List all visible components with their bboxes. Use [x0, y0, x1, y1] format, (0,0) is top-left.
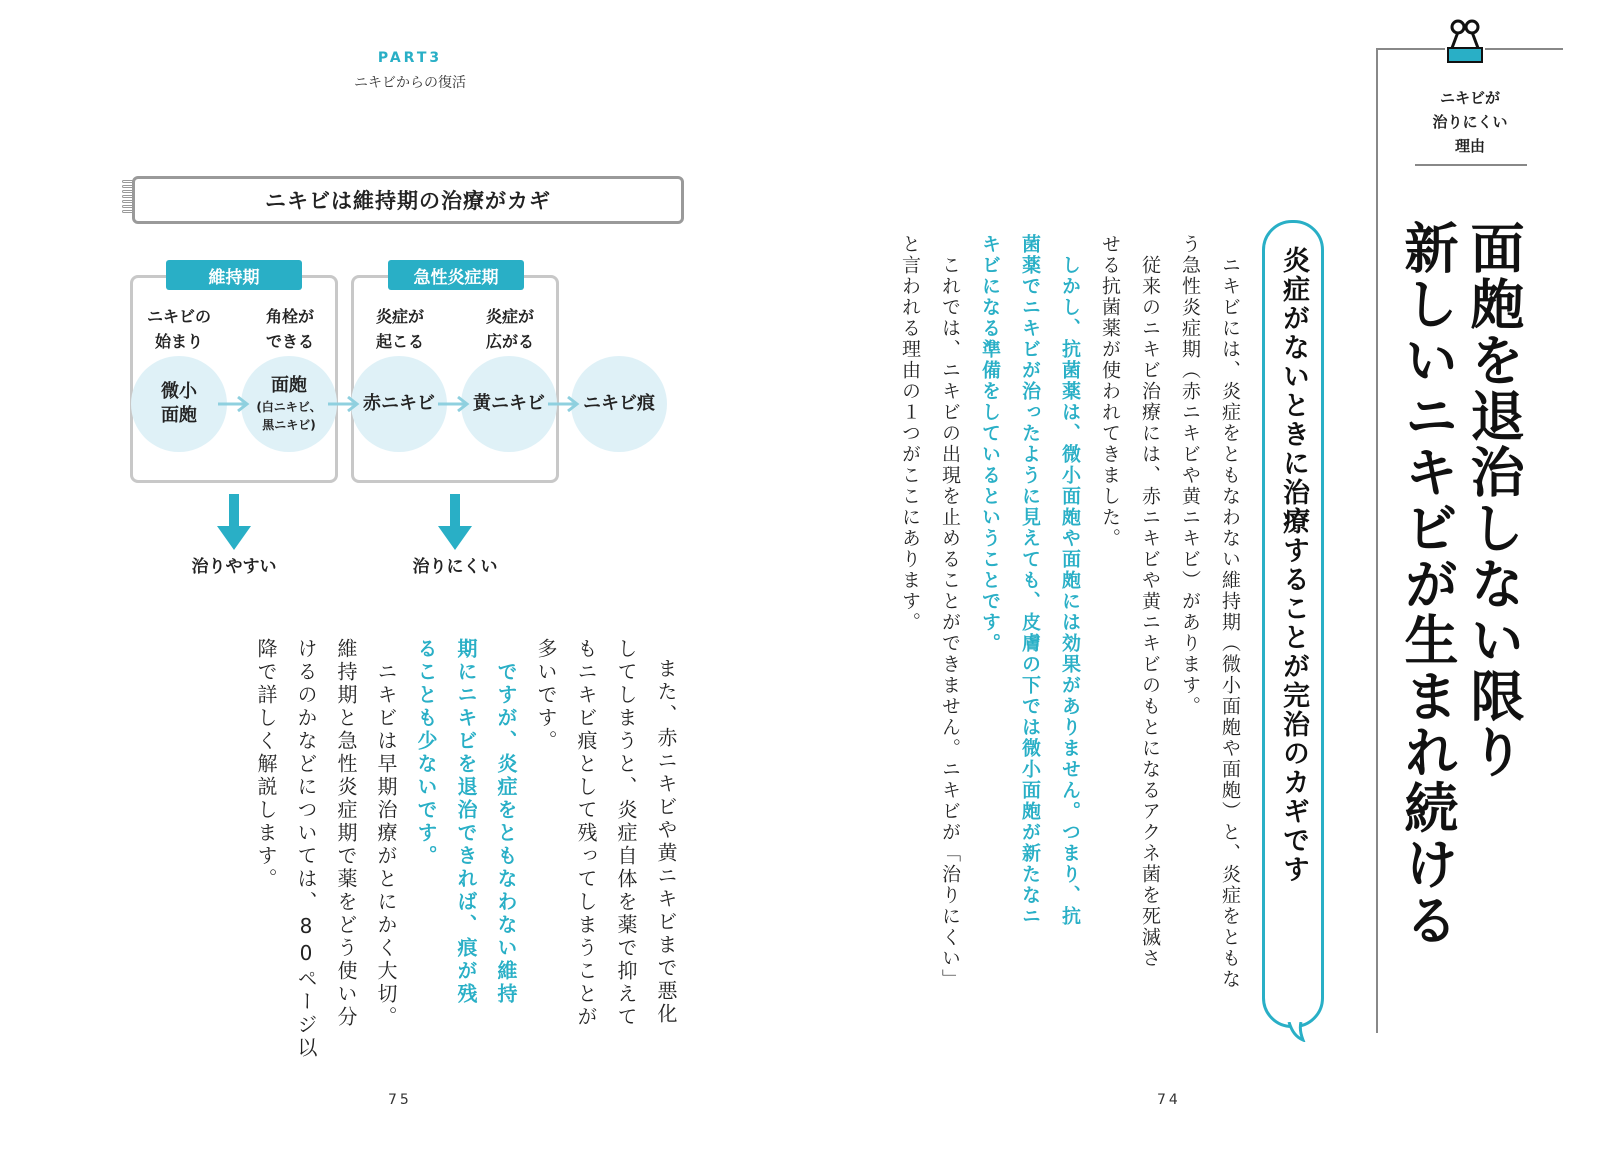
- body-line-highlight: しかし、抗菌薬は、微小面皰や面皰には効果がありません。つまり、抗: [1059, 234, 1081, 927]
- arrow-right-icon: [218, 394, 252, 414]
- body-line: と言われる理由の１つがここにあります。: [899, 234, 921, 633]
- stage-label-start: ニキビの 始まり: [146, 307, 211, 351]
- body-line: う急性炎症期（赤ニキビや黄ニキビ）があります。: [1179, 234, 1201, 717]
- side-rule: [1376, 48, 1378, 1033]
- result-easy: 治りやすい: [191, 557, 277, 577]
- arrow-down-icon: [214, 494, 254, 552]
- body-line: また、赤ニキビや黄ニキビまで悪化: [654, 658, 678, 1026]
- arrow-down-icon: [435, 494, 475, 552]
- body-line-highlight: キビになる準備をしているということです。: [979, 234, 1001, 654]
- body-line: けるのかなどについては、80ページ以: [294, 638, 318, 1060]
- body-line: もニキビ痕として残ってしまうことが: [574, 638, 598, 1029]
- body-line-highlight: 菌薬でニキビが治ったように見えても、皮膚の下では微小面皰が新たなニ: [1019, 234, 1041, 927]
- arrow-right-icon: [548, 394, 582, 414]
- part-label: PART3: [377, 50, 443, 66]
- stage-yellow-acne: 黄ニキビ: [461, 356, 557, 452]
- stage-label-spread: 炎症が 広がる: [485, 307, 534, 351]
- speech-tail-icon: [1287, 1022, 1307, 1042]
- arrow-right-icon: [328, 394, 362, 414]
- arrow-right-icon: [438, 394, 472, 414]
- body-line: ニキビは早期治療がとにかく大切。: [374, 638, 398, 1029]
- section-heading: 炎症がないときに治療することが完治のカギです: [1278, 246, 1309, 884]
- body-line: 従来のニキビ治療には、赤ニキビや黄ニキビのもとになるアクネ菌を死滅さ: [1139, 234, 1161, 969]
- binder-clip-icon: [1443, 18, 1487, 70]
- result-hard: 治りにくい: [412, 557, 498, 577]
- part-subtitle: ニキビからの復活: [354, 75, 466, 91]
- phase-tab-maintenance: 維持期: [166, 260, 302, 290]
- body-line-highlight: ることも少ないです。: [414, 638, 438, 868]
- stage-comedone: 面皰 (白ニキビ、 黒ニキビ): [241, 356, 337, 452]
- section-label: ニキビが 治りにくい 理由: [1432, 89, 1508, 155]
- phase-tab-acute: 急性炎症期: [388, 260, 524, 290]
- stage-label-plug: 角栓が できる: [265, 307, 314, 351]
- body-line: 降で詳しく解説します。: [254, 638, 278, 891]
- body-line: してしまうと、炎症自体を薬で抑えて: [614, 638, 638, 1029]
- body-line: ニキビには、炎症をともなわない維持期（微小面皰や面皰）と、炎症をともな: [1219, 234, 1241, 990]
- stage-label-inflammation: 炎症が 起こる: [375, 307, 424, 351]
- body-line: 多いです。: [534, 638, 558, 753]
- body-line-highlight: 期にニキビを退治できれば、痕が残: [454, 638, 478, 1006]
- stage-acne-scar: ニキビ痕: [571, 356, 667, 452]
- page-number-right: 74: [1157, 1092, 1181, 1108]
- section-rule: [1415, 164, 1527, 166]
- page-title-line-1: 面皰を退治しない限り: [1462, 220, 1525, 780]
- page-number-left: 75: [388, 1092, 412, 1108]
- body-line-highlight: ですが、炎症をともなわない維持: [494, 638, 518, 1006]
- body-line: せる抗菌薬が使われてきました。: [1099, 234, 1121, 549]
- body-line: これでは、ニキビの出現を止めることができません。ニキビが「治りにくい」: [939, 234, 961, 990]
- diagram-title: ニキビは維持期の治療がカギ: [132, 176, 684, 224]
- stage-red-acne: 赤ニキビ: [351, 356, 447, 452]
- body-line: 維持期と急性炎症期で薬をどう使い分: [334, 638, 358, 1029]
- stage-microcomedone: 微小 面皰: [131, 356, 227, 452]
- page-title-line-2: 新しいニキビが生まれ続ける: [1396, 220, 1459, 948]
